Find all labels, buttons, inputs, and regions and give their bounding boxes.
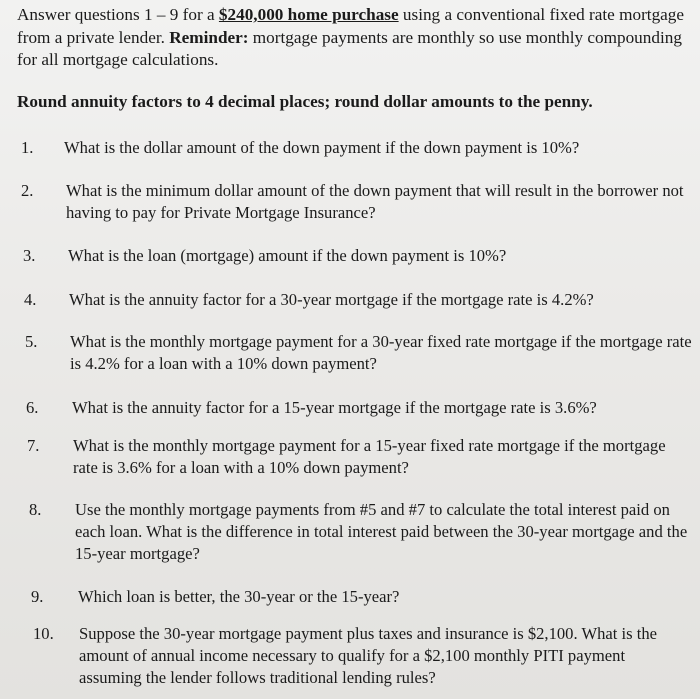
question-number: 6. [26,398,39,417]
question-number: 5. [25,332,38,351]
question-text: What is the annuity factor for a 30-year mortgage if the mortgage rate is 4.2%? [69,290,594,309]
question-number: 2. [21,181,34,200]
question-number: 1. [21,138,34,157]
intro-text-2: using a conventional fixed rate mortgage from a private lender. [17,5,685,47]
question-text: Use the monthly mortgage payments from #5 and #7 to calculate the total interest paid on each loan. What is the difference in total interest paid between the 30-year mortgage and the 15-year mortgage? [75,500,688,563]
question-number: 4. [24,290,37,309]
rounding-instructions: Round annuity factors to 4 decimal places; round dollar amounts to the penny. [17,92,593,111]
question-text: What is the monthly mortgage payment for a 30-year fixed rate mortgage if the mortgage rate is 4.2% for a loan with a 10% down payment? [70,332,692,373]
question-number: 7. [27,436,40,455]
question-number: 3. [23,246,36,265]
question-text: Suppose the 30-year mortgage payment plus taxes and insurance is $2,100. What is the amount of annual income necessary to qualify for a $2,100 monthly PITI payment assuming the lender follows traditional lending rules? [79,624,658,687]
question-number: 9. [31,587,44,606]
intro-paragraph [17,4,687,72]
question-number: 8. [29,500,42,519]
question-text: Which loan is better, the 30-year or the 15-year? [78,587,400,606]
intro-text-1: Answer questions 1 – 9 for a [17,5,219,24]
question-text: What is the loan (mortgage) amount if the down payment is 10%? [68,246,507,265]
question-number: 10. [33,624,54,643]
intro-purchase-amount: $240,000 home purchase [218,5,399,24]
intro-reminder-label: Reminder: [169,27,249,47]
question-text: What is the monthly mortgage payment for a 15-year fixed rate mortgage if the mortgage rate is 3.6% for a loan with a 10% down payment? [73,436,666,477]
question-text: What is the annuity factor for a 15-year mortgage if the mortgage rate is 3.6%? [72,398,597,417]
intro-text-3: mortgage payments are monthly so use monthly compounding for all mortgage calculations. [17,27,682,69]
question-text: What is the minimum dollar amount of the down payment that will result in the borrower not having to pay for Private Mortgage Insurance? [66,181,684,222]
question-text: What is the dollar amount of the down payment if the down payment is 10%? [64,138,580,157]
